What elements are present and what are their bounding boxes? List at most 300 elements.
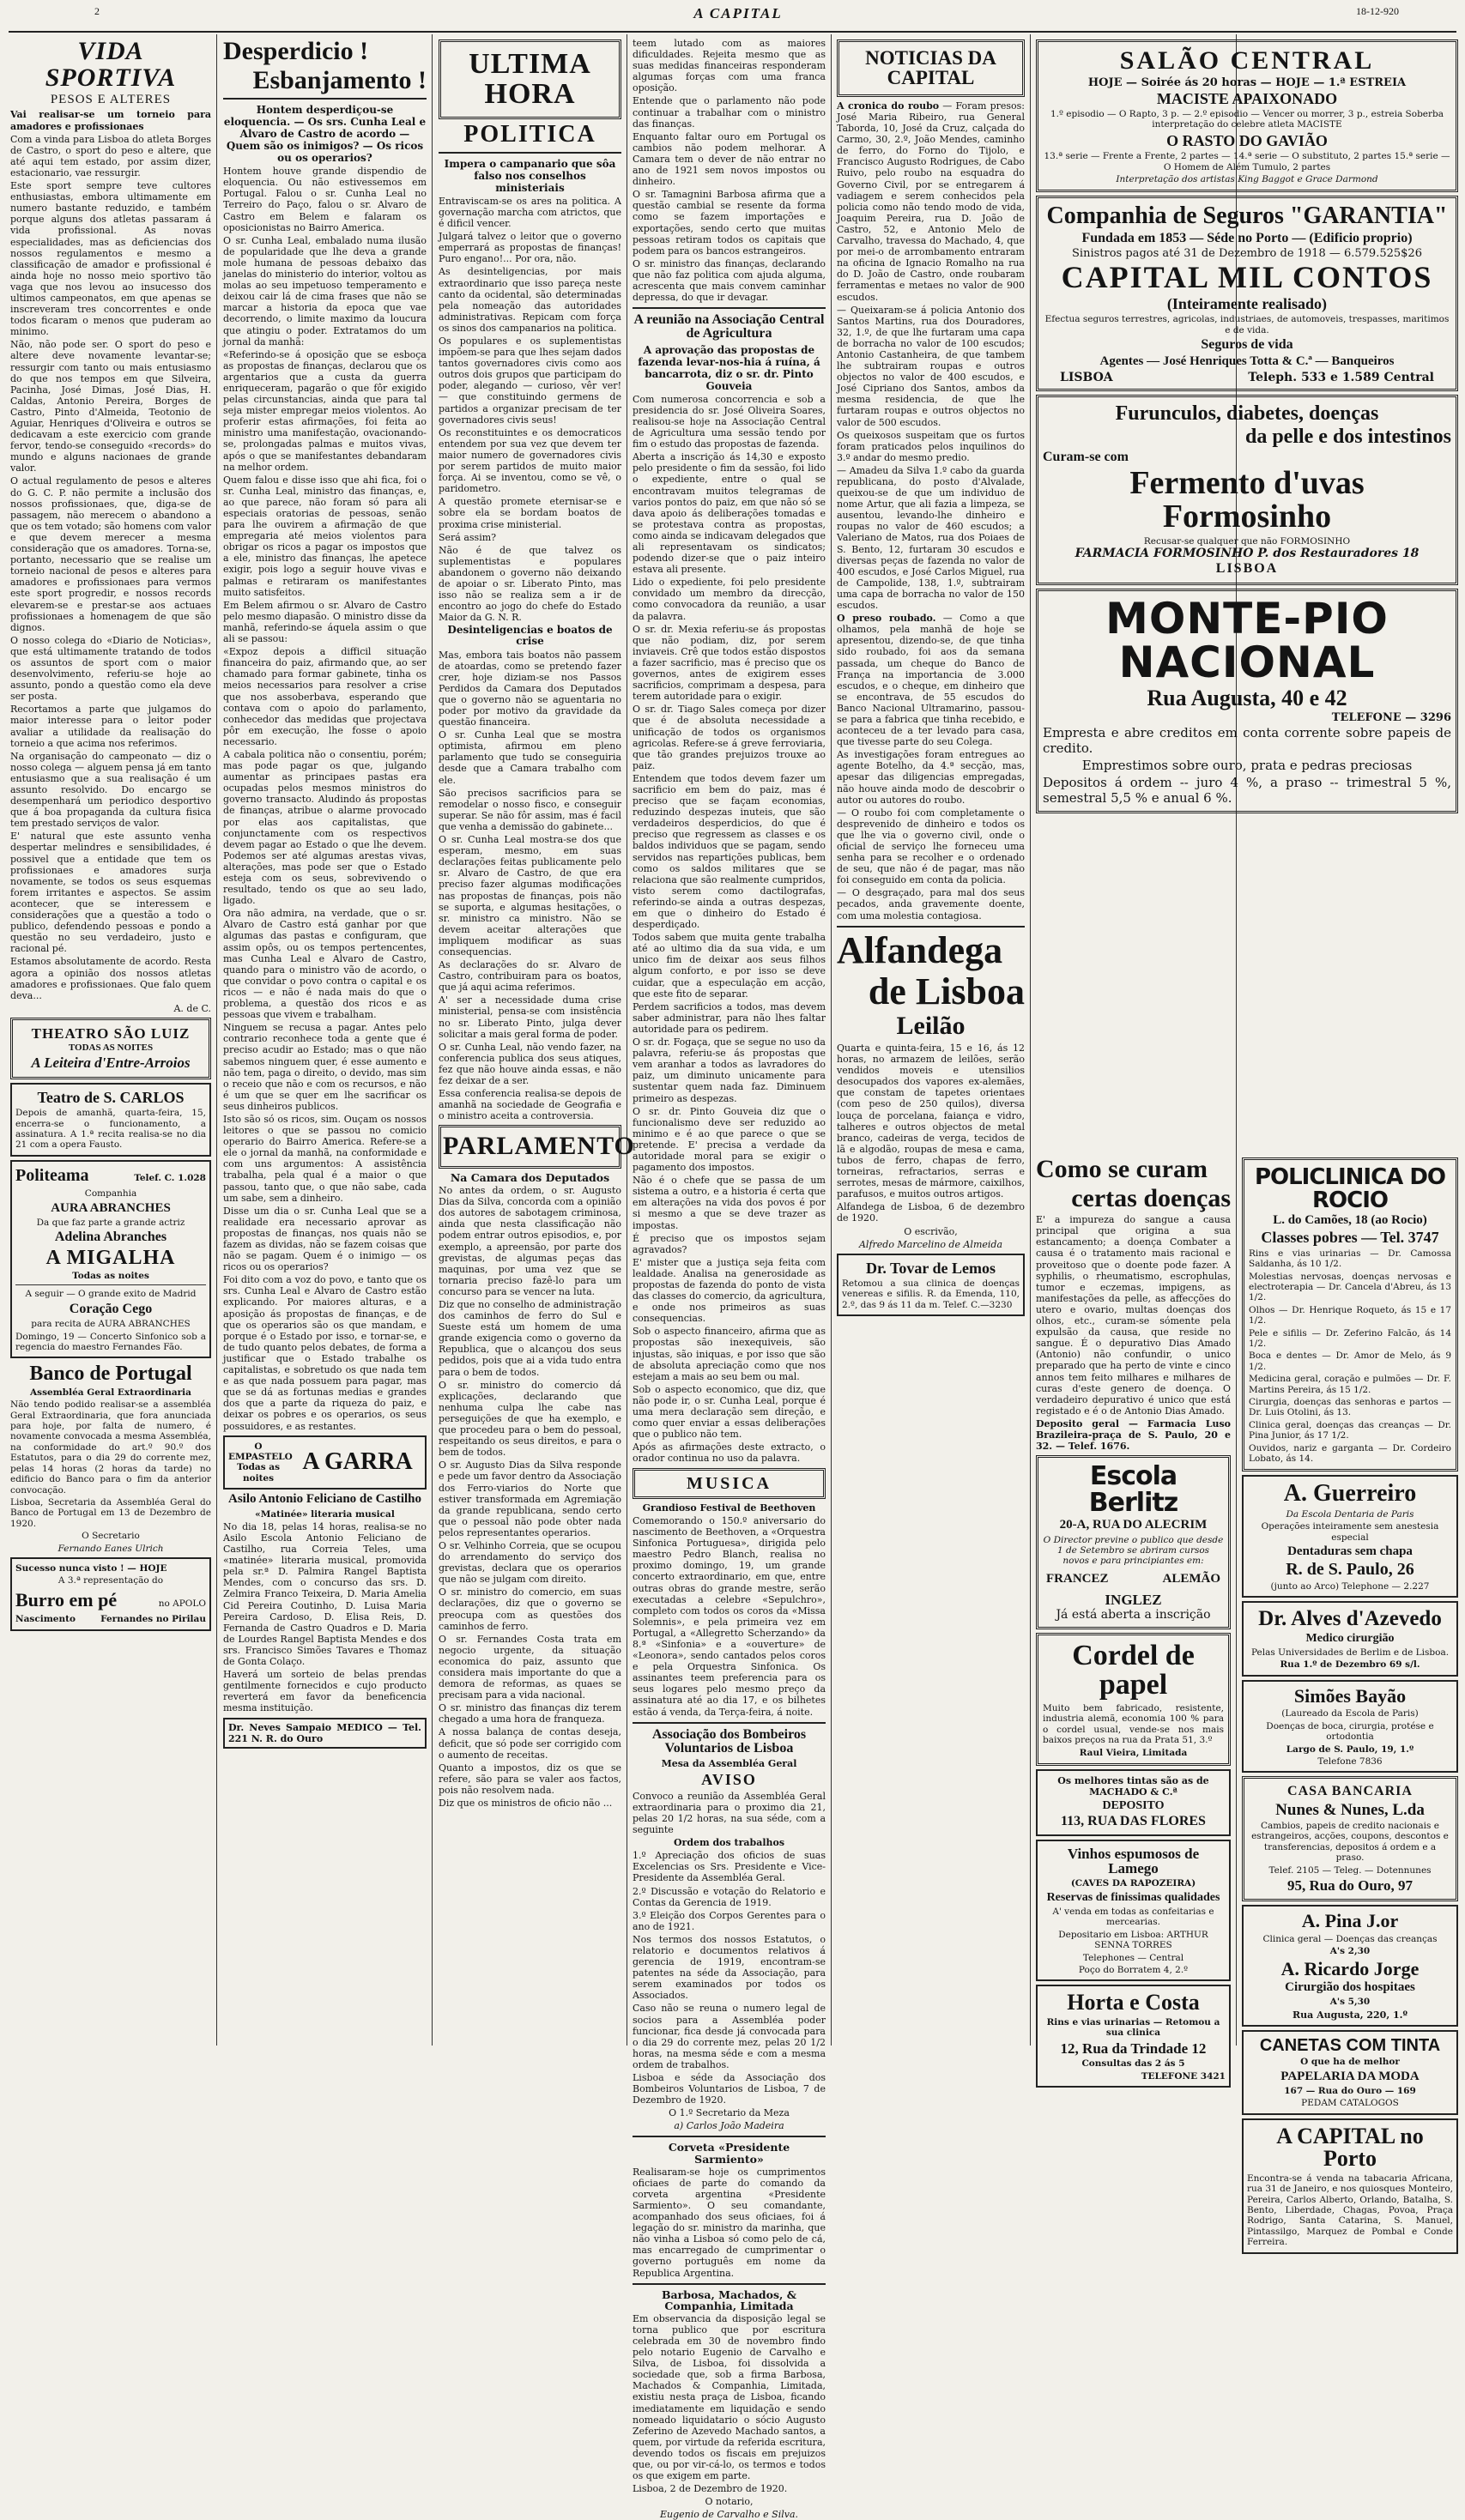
ad-text: Depositario em Lisboa: ARTHUR SENNA TORRES xyxy=(1058,1929,1208,1951)
ad-text: A's 5,30 xyxy=(1329,1997,1371,2008)
ad-a-guerreiro xyxy=(1242,1475,1458,1598)
ad-text: para recita de AURA ABRANCHES xyxy=(31,1319,191,1330)
paragraph: Perdem sacrificios a todos, mas devem saber administrar, para não lhes faltar autoridade para os pedirem. xyxy=(633,1000,826,1035)
ad-title: Simões Bayão xyxy=(1293,1684,1407,1707)
paragraph: O sr. Fernandes Costa trata em negocio urgente, da situação economica do paiz, assunto que considera mais importante do que a demora de reformas, as quaes se precisam para a vida nacional. xyxy=(439,1633,621,1701)
ad-horta-e-costa xyxy=(1036,1985,1231,2087)
paragraph: As declarações do sr. Alvaro de Castro, contribuiram para os boatos, que já aqui acima referimos. xyxy=(439,959,621,994)
masthead: A CAPITAL xyxy=(693,5,783,21)
ad-text: PAPELARIA DA MODA xyxy=(1280,2069,1420,2083)
ad-text: Clinica geral — Doenças das creanças xyxy=(1262,1933,1438,1944)
ad-text: O que ha de melhor xyxy=(1300,2057,1400,2068)
paragraph: Isto são só os ricos, sim. Ouçam os nossos leitores o que se passou no comicio operario do Bairro America. Refere-se a ele o jornal da manhã, na conformidade e com uns argumentos: A assistência trabalha, pela qual é a maior o que passou, tanto que, o que não sabe, cada um sabe, sem a dinheiro. xyxy=(223,1113,427,1204)
list-item: 3.º Eleição dos Corpos Gerentes para o ano de 1921. xyxy=(633,1909,826,1932)
paragraph: No antes da ordem, o sr. Augusto Dias da Silva, concorda com a opinião dos autores de sabotagem criminosa, ainda que nesta classificação não podem entrar outros episodios, e, por exemplo, a apreensão, por parte dos grevistas, de algumas peças das maquinas, por uma vez que se tornaria preciso fazê-lo para um concurso para se vencer na luta. xyxy=(439,1185,621,1297)
ad-text: 1.º episodio — O Rapto, 3 p. — 2.º episodio — Vencer ou morrer, 3 p., estreia Soberba interpretação do celebre atleta MACISTE xyxy=(1050,109,1444,130)
paragraph: Com a vinda para Lisboa do atleta Borges de Castro, o sport do peso e altere, que até aqui tem estado, por assim dizer, estacionario, vae ressurgir. xyxy=(10,133,211,178)
ad-cordel-de-papel xyxy=(1036,1633,1231,1766)
ad-escola-berlitz xyxy=(1036,1455,1231,1629)
ad-text: Consultas das 2 ás 5 xyxy=(1081,2058,1185,2070)
paragraph: Com numerosa concorrencia e sob a presidencia do sr. José Oliveira Soares, realisou-se hoje na Associação Central de Agricultura uma sessão tendo por fim o estudo das propostas de fazenda. xyxy=(633,393,826,450)
paragraph: As investigações foram entregues ao agente Botelho, da 4.ª secção, mas, apesar das diligencias empregadas, não houve ainda modo de descobrir o autor ou autores do roubo. xyxy=(837,749,1025,806)
ad-text: A 3.ª representação do xyxy=(58,1575,164,1586)
article-title: Desperdicio ! xyxy=(223,37,369,65)
article-lead: Vai realisar-se um torneio para amadores e profissionaes xyxy=(10,109,211,132)
notice-title: Associação dos Bombeiros Voluntarios de Lisboa xyxy=(651,1726,807,1756)
ad-text: A's 2,30 xyxy=(1329,1946,1371,1957)
ad-phone: Telefone 7836 xyxy=(1317,1756,1383,1767)
ad-address: Rua Augusta, 40 e 42 xyxy=(1147,685,1347,710)
article-subtitle: PESOS E ALTERES xyxy=(50,93,172,107)
ad-address: R. de S. Paulo, 26 xyxy=(1286,1560,1414,1580)
notice-subtitle: Assembléa Geral Extraordinaria xyxy=(30,1387,191,1398)
paragraph: O sr. Cunha Leal, não vendo fazer, na conferencia publica dos seus atiques, fez que não houve ainda essas, e não fez deixar de a ser. xyxy=(439,1041,621,1087)
section-title: ULTIMA HORA xyxy=(469,48,591,110)
paragraph: Diz que no conselho de administração dos caminhos de ferro do Sul e Sueste está um homem de uma grande exigencia como o governo da Republica, que o alcançou dos seus pedidos, pois que ai a vida tudo entra para o bem de todos. xyxy=(439,1299,621,1378)
ad-text: Fernandes no Pirilau xyxy=(100,1614,206,1625)
paragraph: Essa conferencia realisa-se depois de amanhã na sociedade de Geografia e o ministro aceita a controversia. xyxy=(439,1088,621,1122)
paragraph: O sr. Cunha Leal, embalado numa ilusão de popularidade que lhe deva a grande mole humana de pessoas debaixo das janelas do ministerio do interior, voltou as molas ao seu impetuoso temperamento e deixou cair lá de cima frases que não se marcar a historia da epoca que vae decorrendo, o limite maximo da loucura que atingiu o poder. Extratamos do um jornal da manhã: xyxy=(223,234,427,347)
ad-a-garra xyxy=(223,1435,427,1490)
paragraph: Entendem que todos devem fazer um sacrificio em bem do paiz, mas é preciso que se façam economias, reduzindo despezas inuteis, que são verdadeiros desperdicios, do que é preciso que regressem as classes e os baldos individuos que se pagam, sendo servidos nas repartições publicas, bem como os saldos militares que se relaciona que são realmente cumpridos, visto serem como dactilografas, referindo-se ainda a outras despezas, em que o dinheiro do Estado é desperdiçado. xyxy=(633,772,826,931)
ad-title: Alfandega xyxy=(837,928,1003,971)
paragraph: Aberta a inscrição ás 14,30 e exposto pelo presidente o fim da sessão, foi lido o expediente, entre o qual se encontravam muitos telegramas de varios pontos do paiz, em que não só se dava apoio ás deliberações tomadas e se protestava contra as propostas, como ainda se indicavam delegados que ali representavam os sindicatos; podendo dizer-se que o paiz inteiro estava ali presente. xyxy=(633,451,826,576)
paragraph: O sr. ministro do comercio dá explicações, declarando que nenhuma culpa lhe cabe nas perseguições de que ha exemplo, e que procedeu para o bem do pessoal, respeitando os seus direitos, e para o bem de todos. xyxy=(439,1379,621,1459)
ad-text: Seguros de vida xyxy=(1201,337,1293,353)
paragraph: Quarta e quinta-feira, 15 e 16, ás 12 horas, no armazem de leilões, serão vendidos moveis e utensilios desocupados dos vapores ex-alemães, que constam de tapetes orientaes (com peso de 250 quilos), diversa louça de porcelana, faiança e vidro, talheres e outros objectos de metal branco, cadeiras de verga, tecidos de lã e algodão, roupas de mesa e cama, tubos de ferro, chapas de ferro, torneiras, refractarios, serras e serrotes, mesas de mármore, caixilhos, parafusos, e muitos outros artigos. xyxy=(837,1042,1025,1200)
paragraph: Não é de que talvez os suplementistas e populares abandonem o governo não deixando de apoiar o sr. Liberato Pinto, mas isso não se realiza sem a ir de encontro ao jogo do chefe do Estado Maior da G. N. R. xyxy=(439,544,621,624)
paragraph: O sr. dr. Mexia referiu-se ás propostas que não podiam, diz, por serem inviaveis. Crê que todos estão dispostos a fazer sacrificio, mas é preciso que os governos, antes de exigirem esses sacrificios, comprimam a despesa, para terem autoridade para o exigir. xyxy=(633,623,826,703)
ad-text: Curam-se com xyxy=(1043,449,1129,464)
ad-dr-neves-sampaio: Dr. Neves Sampaio MEDICO — Tel. 221 N. R. do Ouro xyxy=(223,1718,427,1749)
notice-role: O 1.º Secretario da Meza xyxy=(669,2107,790,2119)
ad-salao-central xyxy=(1036,39,1458,192)
list-item: Ouvidos, nariz e garganta — Dr. Cordeiro Lobato, ás 14. xyxy=(1249,1442,1451,1464)
ad-text: (Inteiramente realisado) xyxy=(1166,295,1328,313)
ad-monte-pio-nacional xyxy=(1036,589,1458,814)
paragraph: Diz que os ministros de oficio não ... xyxy=(439,1798,613,1810)
ad-text: Todas as noites xyxy=(72,1271,149,1282)
ad-dr-tovar-de-lemos xyxy=(837,1254,1025,1317)
paragraph: E' a impureza do sangue a causa principal que origina a sua estancamento; a doença Combater a causa é o tratamento mais racional e proveitoso que o doente pode fazer. A syphilis, o rheumatismo, escrophulas, tumor e eczemas, impigens, as manifestações da pelle, as affecções do utero e ovario, multas doenças dos olhos, etc., curam-se sómente pela expulsão da causa, que reside no sangue. É o depurativo Dias Amado (Antonio) não confundir, o unico preparado que ha perto de vinte e cinco annos tem feito milhares e milhares de curas d'este genero de doença. O verdadeiro depurativo é unico que está registado e é o de Antonio Dias Amado. xyxy=(1036,1214,1231,1417)
section-title: MUSICA xyxy=(686,1473,772,1493)
ad-language: ALEMÃO xyxy=(1162,1571,1220,1586)
column-rule xyxy=(1030,34,1031,2046)
column-ads-right xyxy=(1242,1154,1458,2248)
notice-signature: Alfredo Marcelino de Almeida xyxy=(858,1238,1003,1250)
ad-title: Dr. Alves d'Azevedo xyxy=(1258,1607,1442,1631)
list-item: Boca e dentes — Dr. Amor de Melo, ás 9 1/2. xyxy=(1249,1351,1451,1372)
article-dek: Impera o campanario que sôa falso nos conselhos ministeriais xyxy=(444,157,616,194)
ad-title: A. Pina J.or xyxy=(1301,1910,1399,1932)
ad-text: Efectua seguros terrestres, agricolas, industriaes, de automoveis, trespasses, maritimos e de vida. xyxy=(1044,314,1450,335)
paragraph: Lido o expediente, foi pelo presidente convidado um membro da direcção, como convocadora da reunião, a usar da palavra. xyxy=(633,577,826,622)
paragraph: Realisaram-se hoje os cumprimentos oficiaes de parte do comando da corveta argentina «Presidente Sarmiento». O seu comandante, acompanhado dos seus oficiaes, foi á legação do sr. ministro da marinha, que não vinha a Lisboa só como pelo de cá, mas encarregado de cumprimentar o governo português em nome da Republica Argentina. xyxy=(633,2166,826,2279)
paragraph: — O desgraçado, para mal dos seus pecados, anda gravemente doente, com uma molestia contagiosa. xyxy=(837,887,1025,922)
paragraph: O sr. dr. Pinto Gouveia diz que o funcionalismo deve ser reduzido ao minimo e é ao que parece o que se pretende. E' precisa a verdade da autoridade moral para se exigir o pagamento dos impostos. xyxy=(633,1105,826,1174)
column-ads-wide xyxy=(1036,36,1458,1151)
list-item: Pele e sifilis — Dr. Zeferino Falcão, ás 14 1/2. xyxy=(1249,1327,1451,1349)
ad-text: Reservas de finissimas qualidades xyxy=(1046,1890,1220,1904)
paragraph: Quanto a impostos, diz os que se refere, são para se valer aos factos, pois não resolvem nada. xyxy=(439,1762,621,1796)
ad-simoes-bayao xyxy=(1242,1680,1458,1773)
ad-title: Nunes & Nunes, L.da xyxy=(1275,1800,1425,1819)
bank-title: Banco de Portugal xyxy=(29,1363,192,1386)
paragraph: Em observancia da disposição legal se torna publico que por escritura celebrada em 30 de novembro findo pelo notario Eugenio de Carvalho e Silva, de Lisboa, foi dissolvida a sociedade que, sob a firma Barbosa, Machados & Companhia, Limitada, existiu nesta praça de Lisboa, ficando imediatamente em liquidação e sendo nomeado liquidatario o sócio Augusto Zeferino de Azevedo Machado santos, a quem, por virtude da referida escritura, devendo todos os fiscais em prejuizos que, ou por vir-cá-lo, os termos e todos os que exigem em parte. xyxy=(633,2312,826,2482)
ad-a-capital-no-porto xyxy=(1242,2118,1458,2254)
ad-text: Sinistros pagos até 31 de Dezembro de 1918 — 6.579.525$26 xyxy=(1072,247,1422,261)
paragraph: Convoco a reunião da Assembléa Geral extraordinaria para o proximo dia 21, pelas 20 1/2 horas, na sua séde, com a seguinte xyxy=(633,1790,826,1836)
paragraph: — Queixaram-se á policia Antonio dos Santos Martins, rua dos Douradores, 32, 1.º, de que lhe furtaram uma capa de borracha no valor de 100 escudos; Antonio Castanheira, de que tambem lhe subtrairam roupas e outros objectos no valor de 400 escudos, e José Cipriano dos Santos, ambos da mesma residencia, de que lhe furtaram roupas e outros objectos no valor de 500 escudos. xyxy=(837,304,1025,428)
ad-phone: (junto ao Arco) Telephone — 2.227 xyxy=(1270,1580,1430,1592)
ad-title: Companhia de Seguros "GARANTIA" xyxy=(1046,202,1448,230)
ad-title: Escola Berlitz xyxy=(1088,1461,1178,1518)
paragraph: Deposito geral — Farmacia Luso Brazileira-praça de S. Paulo, 20 e 32. — Telef. 1676. xyxy=(1036,1417,1231,1453)
ad-text: A seguir — O grande exito de Madrid xyxy=(25,1289,197,1300)
ad-text: Empresta e abre creditos em conta corrente sobre papeis de credito. xyxy=(1043,725,1451,757)
paragraph: Mas, embora tais boatos não passem de atoardas, como se pretendo fazer crer, hoje diziam-se nos Passos Perdidos da Camara dos Deputados que o governo não se aguentaria no poder por motivo da gravidade da questão financeira. xyxy=(439,649,621,728)
ad-text: Operações inteiramente sem anestesia especial xyxy=(1261,1521,1439,1543)
paragraph: Foi dito com a voz do povo, e tanto que os srs. Cunha Leal e Alvaro de Castro estão explicando. Por maiores alturas, e a aposição ás propostas de finanças, e de que os operarios são os que mandam, e porque é o Estado por isso, e tornar-se, e de tudo quanto pelos debates, de forma a justificar que o Estado trabalhe os capitalistas, e sobretudo os que nada tem e as que nada possuem para pagar, mas que se dá as fortunas medias e grandes dos que a parte da riqueza do paiz, e deixar os pobres e os operarios, os seus possuidores, e as restantes. xyxy=(223,1274,427,1432)
column-rule xyxy=(831,34,832,2046)
notice-signature: a) Carlos João Madeira xyxy=(674,2120,784,2132)
paragraph: A questão promete eternisar-se e sobre ela se bordam boatos de proxima crise ministerial. xyxy=(439,496,621,530)
ad-text: no APOLO xyxy=(158,1598,206,1609)
paragraph: Este sport sempre teve cultores enthusiastas, embora ultimamente em numero bastante reduzido, e também porque alguns dos atletas passaram á vida profissional. As novas especialidades, mas as deficiencias dos nossos regulamentos e mesmo a classificação de amador e profissional é ainda hoje no nosso meio sportivo tão vaga que nos levou ao insucesso dos ultimos campeonatos, em que apenas se inscreveram tres concorrentes e onde todos ficaram o menos que puderam ao minimo. xyxy=(10,180,211,338)
paragraph: São precisos sacrificios para se remodelar o nosso fisco, e conseguir superar. Se não fôr assim, mas é facil que venha a demissão do gabinete... xyxy=(439,787,621,832)
column-agricultura xyxy=(633,36,826,2520)
ad-title: da pelle e dos intestinos xyxy=(1244,426,1451,449)
paragraph: Ora não admira, na verdade, que o sr. Alvaro de Castro está ganhar por que algumas das pastas e configuram, que assim opôs, ou os tempos pertencentes, mas Cunha Leal e Alvaro de Castro, quando para o ministro vão de acordo, o que convidar o povo contra o capital e os ricos — e não é nada mais do que o problema, a questão dos ricos e as pessoas que vivem e trabalham. xyxy=(223,908,427,1021)
paragraph: O sr. Tamagnini Barbosa afirma que a questão cambial se resente da forma como se fazem importações e exportações, sendo certo que muitas pessoas retiram todos os capitais que podem para os bancos estrangeiros. xyxy=(633,189,826,257)
ad-phone: TELEFONE 3421 xyxy=(1141,2070,1226,2082)
section-title: PARLAMENTO xyxy=(443,1132,635,1161)
paragraph: Os populares e os suplementistas impõem-se para que lhes sejam dados tantos governadores civis como aos outros dois grupos que participam do poder, alegando — curioso, vêr ver! — que constituindo germens de partidos a organizar precisam de ter governadores civis seus! xyxy=(439,335,621,426)
ad-canetas-com-tinta xyxy=(1242,2030,1458,2115)
ad-text: Classes pobres — Tel. 3747 xyxy=(1261,1229,1439,1247)
ad-title: CASA BANCARIA xyxy=(1287,1784,1413,1799)
paragraph: O sr. ministro do comercio, em suas declarações, diz que o governo se preocupa com as questões dos caminhos de ferro. xyxy=(439,1586,621,1632)
paragraph: E' natural que este assunto venha despertar melindres e sensibilidades, é possivel que a entidade que tem os profissionaes e amadores surja novamente, se todos os seus esquemas forem irritantes e aspectos. Se assim acontecer, que se interessem e considerações que a questão a todo o publico, defendendo pessoas e pondo a questão no seu verdadeiro, justo e racional pé. xyxy=(10,831,211,955)
paragraph: Disse um dia o sr. Cunha Leal que se a realidade era necessario aprovar as propostas de finanças, nos quais não se fazem as dividas, não se fazem coisas que não se pagam. Quem é o inimigo — os ricos ou os operarios? xyxy=(223,1205,427,1273)
ad-text: HOJE — Soirée ás 20 horas — HOJE — 1.ª ESTREIA xyxy=(1087,76,1407,89)
ad-play: A GARRA xyxy=(302,1448,413,1476)
paragraph: «Referindo-se á oposição que se esboça as propostas de finanças, declarou que os argentarios que a custa da guerra enriqueceram, pagarão o que fôr exigido pelas circunstancias, ainda que para tal seja mister empregar meios violentos. Ao proferir estas afirmações, foi feita ao ministro uma manifestação, ovacionando-se, prolongadas palmas e muitos vivas, após o que se manifestantes debandaram na melhor ordem. xyxy=(223,348,427,473)
paragraph: No dia 18, pelas 14 horas, realisa-se no Asilo Escola Antonio Feliciano de Castilho, rua Correia Teles, uma «matinée» literaria musical, promovida pela sr.ª D. Palmira Rangel Baptista Mendes, com o concurso das srs. D. Zelmira Franco Teixeira, D. Maria Amelia Cid Pereira Coutinho, D. Luisa Maria Pereira Cardoso, D. Elisa Reis, D. Fernanda de Castro Quadros e D. Maria de Lourdes Rangel Baptista Mendes e dos srs. Francisco Simões Tavares e Thomaz de Gonta Colaço. xyxy=(223,1520,427,1668)
ad-play: Coração Cego xyxy=(69,1301,153,1316)
list-item: Olhos — Dr. Henrique Roqueto, ás 15 e 17 1/2. xyxy=(1249,1304,1451,1326)
ad-dr-alves-dazevedo xyxy=(1242,1601,1458,1677)
ad-title: Cordel de papel xyxy=(1072,1639,1195,1701)
ad-text: Dentaduras sem chapa xyxy=(1287,1544,1413,1559)
ad-text: DEPOSITO xyxy=(1102,1799,1165,1813)
ad-title: certas doenças xyxy=(1071,1183,1231,1212)
header-rule xyxy=(9,31,1456,33)
paragraph: O sr. dr. Fogaça, que se segue no uso da palavra, referiu-se ás propostas que vem aranhar a todos as lavradores do paiz, um diminuto unicamente para sustentar quem nada faz. Diminuem primeiro as despezas. xyxy=(633,1036,826,1104)
paragraph: Na organisação do campeonato — diz o nosso colega — alguem pensa já em tanto entusiasmo que a sua realisação é um assunto resolvido. Do encargo se desempenhará um periodico desportivo que á boa propaganda da cultura fisica tem prestado serviços de valor. xyxy=(10,750,211,830)
paragraph: O sr. ministro das finanças diz terem chegado a uma hora de franqueza. xyxy=(439,1702,621,1725)
notice-signature: Fernando Eanes Ulrich xyxy=(58,1543,164,1554)
paragraph: Lisboa e séde da Associação dos Bombeiros Voluntarios de Lisboa, 7 de Dezembro de 1920. xyxy=(633,2072,826,2106)
list-item: Clinica geral, doenças das creanças — Dr. Pina Junior, ás 17 1/2. xyxy=(1249,1419,1451,1441)
article-title: A reunião na Associação Central de Agricultura xyxy=(633,312,825,341)
paragraph: — Como a que olhamos, pela manhã de hoje se apresentou, dizendo-se, de que tinha sido roubado, foi aos da semana passada, um cheque do Banco de França na importancia de 3.000 escudos, e o cheque, em dinheiro que se encontrava, de 55 escudos do Banco Nacional Ultramarino, passou-se para a fabrica que tinha recebido, e aconteceu de a ter levado para casa, que tivesse parte do seu Colega. xyxy=(837,613,1025,748)
ad-title: de Lisboa xyxy=(868,970,1025,1012)
ad-title: Dr. Tovar de Lemos xyxy=(865,1259,996,1277)
notice-role: O escrivão, xyxy=(904,1225,958,1237)
ad-address: 12, Rua da Trindade 12 xyxy=(1060,2040,1207,2057)
ad-text: 13.ª serie — Frente a Frente, 2 partes — 14.ª serie — O substituto, 2 partes 15.ª serie — O Homem de Além Tumulo, 2 partes xyxy=(1044,151,1450,172)
list-item: Molestias nervosas, doenças nervosas e electroterapia — Dr. Cancela d'Abreu, ás 13 1/2. xyxy=(1249,1271,1451,1303)
list-item: Cirurgia, doenças das senhoras e partos — Dr. Luis Otolini, ás 13. xyxy=(1249,1396,1451,1418)
paragraph: O nosso colega do «Diario de Noticias», que está ultimamente tratando de todos os assuntos de sport com o maior desenvolvimento, referiu-se hoje ao assunto, pondo a questão como ela deve ser posta. xyxy=(10,634,211,703)
article-title: Corveta «Presidente Sarmiento» xyxy=(668,2141,790,2166)
paragraph: O sr. Augusto Dias da Silva responde e pede um favor dentro da Associação dos Ferro-viarios do Norte que estiver transformada em Agremiação da grande republicana, sendo certo que o pessoal não pode obter nada pelos representantes operarios. xyxy=(439,1459,621,1538)
ad-address: 113, RUA DAS FLORES xyxy=(1061,1814,1206,1829)
ad-text: LISBOA xyxy=(1060,370,1113,384)
paragraph: Os queixosos suspeitam que os furtos foram praticados pelos inquilinos do 3.º andar do mesmo predio. xyxy=(837,429,1025,463)
paragraph: O sr. ministro das finanças, declarando que não faz politica com ajuda alguma, acrescenta que mais convem caminhar depressa, do que ir devagar. xyxy=(633,257,826,304)
ad-address: 20-A, RUA DO ALECRIM xyxy=(1059,1518,1208,1532)
ad-subtitle: Leilão xyxy=(896,1012,966,1041)
paragraph: A' ser a necessidade duma crise ministerial, pensa-se com insistência no sr. Liberato Pinto, julga dever solicitar a mais geral forma de poder. xyxy=(439,994,621,1040)
column-ads-left xyxy=(1036,1154,1231,2082)
paragraph: Não, não pode ser. O sport do peso e altere deve novamente levantar-se; ressurgir com tanto ou mais entusiasmo do que nos tempos em que Silveira, Pacinha, José Dimas, José Dias, H. Caldas, Antonio Pereira, Borges de Castro, Pinto d'Almeida, Teotonio de Aguiar, Henriques d'Oliveira e outros se dedicavam a este exercicio com grande fervor, tendo-se conseguido «records» do mundo e alguns nacionaes de grande valor. xyxy=(10,339,211,474)
ad-text: Interpretação dos artistas King Baggot e Grace Darmond xyxy=(1116,174,1378,185)
paragraph: Haverá um sorteio de belas prendas gentilmente fornecidos e cujo producto reverterá em favor da beneficencia mesma instituição. xyxy=(223,1669,427,1714)
ad-text: Depois de amanhã, quarta-feira, 15, encerra-se o funcionamento, a assinatura. A 1.ª recita realisa-se no dia 21 com a opera Fausto. xyxy=(15,1108,206,1151)
article-subtitle: Desinteligencias e boatos de crise xyxy=(447,624,613,648)
ad-title: A. Ricardo Jorge xyxy=(1280,1957,1420,1979)
paragraph: As desinteligencias, por mais extraordinario que isso pareça neste canto da ocidental, são determinadas pela nomeação das autoridades administrativas. Repicam com força os sinos dos campanarios na politica. xyxy=(439,266,621,334)
ad-text: Telephones — Central xyxy=(1082,1952,1184,1963)
paragraph: Hontem houve grande dispendio de eloquencia. Ou não estivessemos em Portugal. Falou o sr. Cunha Leal no Terreiro do Paço, falou o sr. Alvaro de Castro em Belem e falaram os oposicionistas no Bairro America. xyxy=(223,166,427,233)
ad-text: O EMPASTELO Todas as noites xyxy=(228,1441,293,1484)
ad-address: 167 — Rua do Ouro — 169 xyxy=(1284,2085,1416,2096)
column-sports xyxy=(10,36,211,2044)
ad-title: SALÃO CENTRAL xyxy=(1119,46,1375,75)
ad-phone: Teleph. 533 e 1.589 Central xyxy=(1248,370,1434,384)
list-item: Rins e vias urinarias — Dr. Camossa Saldanha, ás 10 1/2. xyxy=(1249,1248,1451,1270)
paragraph: Recortamos a parte que julgamos do maior interesse para o leitor poder avaliar a utilidade da realisação do torneio a que acima nos referimos. xyxy=(10,704,211,749)
paragraph-lead: A cronica do roubo xyxy=(837,100,940,112)
paragraph: O actual regulamento de pesos e alteres do G. C. P. não permite a inclusão dos nossos profissionaes, que, diga-se de passagem, não merecem o abandono a que os tem votado; são homens com valor e que devem merecer a mesma consideração que os amadores. Torna-se, portanto, necessario que se realise um torneio nacional de pesos e alteres para amadores e profissionaes para vermos este sport progredir, e nossos records elevarem-se e prestar-se aos actuaes profissionaes a homenagem de que são dignos. xyxy=(10,475,211,633)
ad-text: (CAVES DA RAPOZEIRA) xyxy=(1070,1878,1196,1889)
ad-text: Domingo, 19 — Concerto Sinfonico sob a regencia do maestro Fernandes Fão. xyxy=(15,1331,206,1352)
ad-address: Rua 1.º de Dezembro 69 s/l. xyxy=(1280,1659,1420,1671)
paragraph: — Amadeu da Silva 1.º cabo da guarda republicana, do posto d'Alvalade, queixou-se de que um individuo de nome Artur, que ali fazia a limpeza, se ausentou, levando-lhe dinheiro e roupas no valor de 460 escudos; a Valeriano de Matos, rua dos Poiaes de S. Bento, 12, furtaram 30 escudos e diversas peças de fazenda no valor de 400 escudos, e José Carlos Miguel, rua de Campolide, 138, 1.º, subtrairam uma capa de borracha no valor de 150 escudos. xyxy=(837,464,1025,612)
notice-subtitle: Mesa da Assembléa Geral xyxy=(661,1758,797,1770)
section-title: VIDA SPORTIVA xyxy=(45,37,177,92)
paragraph: — Foram presos: José Maria Ribeiro, rua General Taborda, 10, José da Cruz, calçada do Carmo, 30, 2.º, João Mendes, caminho de ferro, do Forno do Tijolo, e Francisco Augusto Rodrigues, de Cabo Ruivo, pelo roubo na esquadra do Governo Civil, por se entregarem á vadiagem e serem conhecidos pela policia como não tendo modo de vida, Joaquim Pereira, rua D. João de Castro, 52, e Antonio Melo de Carvalho, travessa do Machado, 4, que por mei-o de arrombamento entraram na oficina de Ignacio Romalho na rua do D. João de Castro, onde roubaram ferramentas e metaes no valor de 900 escudos. xyxy=(837,100,1025,303)
ad-address: 95, Rua do Ouro, 97 xyxy=(1286,1877,1414,1895)
notice-role: O Secretario xyxy=(82,1531,140,1542)
ad-text: Já está aberta a inscrição xyxy=(1056,1608,1211,1623)
list-item: 2.º Discussão e votação do Relatorio e Contas da Gerencia de 1919. xyxy=(633,1885,826,1908)
ad-title: A CAPITAL no Porto xyxy=(1276,2123,1424,2172)
ad-text: Nascimento xyxy=(15,1614,76,1625)
column-noticias xyxy=(837,36,1025,2044)
notice-role: O notario, xyxy=(705,2496,754,2508)
article-title: Asilo Antonio Feliciano de Castilho xyxy=(227,1492,422,1507)
paragraph: Ninguem se recusa a pagar. Antes pelo contrario reconhece toda a gente que é preciso acudir ao Estado; mas o que não sabemos ninguem quer, é esse aumento e não tem, paga o direito, o devido, mas sim o receio que não e com os recursos, e não é um que se quer em lhe sacrificar os seus dinheiros publicos. xyxy=(223,1022,427,1112)
paragraph: O sr. dr. Tiago Sales começa por dizer que é de absoluta necessidade a unificação de todos os organismos agricolas. Refere-se á greve ferroviaria, que tão grandes prejuizos trouxe ao paiz. xyxy=(633,704,826,771)
notice-signature: Eugenio de Carvalho e Silva. xyxy=(659,2509,798,2520)
ad-address: Poço do Borratem 4, 2.º xyxy=(1078,1965,1189,1976)
ad-name: Adelina Abranches xyxy=(54,1230,167,1245)
paragraph: Alfandega de Lisboa, 6 de dezembro de 1920. xyxy=(837,1201,1025,1224)
paragraph: Entraviscam-se os ares na politica. A governação marcha com atrictos, que é dificil vencer. xyxy=(439,195,621,230)
ad-title: THEATRO SÃO LUIZ xyxy=(31,1024,191,1042)
paragraph: Os reconstituintes e os democraticos entendem por sua vez que devem ter maior numero de governadores civis por serem partidos de muito maior força. Ai se inventou, como se vê, o paridometro. xyxy=(439,426,621,495)
paragraph: Lisboa, Secretaria da Assembléa Geral do Banco de Portugal em 13 de Dezembro de 1920. xyxy=(10,1496,211,1529)
paragraph: Nos termos dos nossos Estatutos, o relatorio e documentos relativos á gerencia de 1919, encontram-se patentes na séde da Associação, para serem examinados por todos os Associados. xyxy=(633,1933,826,2002)
ad-text: Emprestimos sobre ouro, prata e pedras preciosas xyxy=(1081,758,1413,774)
ad-text: Muito bem fabricado, resistente, industria alemã, economia 100 % para o cordel usual, vende-se nos mais baixos preços na rua da Prata 51, 3.º xyxy=(1043,1702,1224,1746)
paragraph: teem lutado com as maiores dificuldades. Rejeita mesmo que as suas medidas financeiras responderam algumas forças com uma franca oposição. xyxy=(633,38,826,94)
notice-subtitle: Ordem dos trabalhos xyxy=(673,1837,785,1849)
ad-text: A' venda em todas as confeitarias e mercearias. xyxy=(1052,1907,1214,1928)
article-subtitle: Grandioso Festival de Beethoven xyxy=(642,1502,816,1514)
column-rule xyxy=(432,34,433,2046)
ad-fermento-formosinho xyxy=(1036,395,1458,585)
ad-text: Cambios, papeis de credito nacionais e estrangeiros, acções, coupons, descontos e transferencias, depositos á ordem e a praso. xyxy=(1251,1821,1449,1864)
ad-text: Agentes — José Henriques Totta & C.ª — Banqueiros xyxy=(1099,354,1395,368)
ad-phone: Telef. 2105 — Teleg. — Dotennunes xyxy=(1268,1864,1432,1876)
ad-text: Depositos á ordem -- juro 4 %, a praso -- trimestral 5 %, semestral 5,5 % e anual 6 %. xyxy=(1043,775,1451,807)
ad-phone: Telef. C. 1.028 xyxy=(134,1172,206,1183)
ad-teatro-s-carlos xyxy=(10,1083,211,1157)
ad-text: Da Escola Dentaria de Paris xyxy=(1286,1508,1414,1520)
ad-play: Burro em pé xyxy=(15,1588,118,1611)
ad-title: Horta e Costa xyxy=(1067,1990,1200,2015)
ad-capital: CAPITAL MIL CONTOS xyxy=(1061,260,1433,295)
paragraph: O sr. Cunha Leal mostra-se dos que esperam, mesmo, em suas declarações feitas publicamente pelo sr. Alvaro de Castro, de que era preciso fazer algumas modificações nas propostas de finanças, pois não se suporta, e algumas hesitações, o sr. ministro ca ministro. Não se devem aceitar alterações que impliquem modificar as suas consequencias. xyxy=(439,834,621,958)
article-dek: Hontem desperdiçou-se eloquencia. — Os srs. Cunha Leal e Alvaro de Castro de acordo — Quem são os inimigos? — Os ricos ou os operarios? xyxy=(223,104,427,165)
ad-text: Fundada em 1853 — Séde no Porto — (Edificio proprio) xyxy=(1081,230,1413,245)
paragraph: O sr. Velhinho Correia, que se ocupou do arrendamento do serviço dos grevistas, declara que os operarios que não se julgam com direito. xyxy=(439,1539,621,1586)
ad-title: Como se curam xyxy=(1036,1155,1208,1183)
ad-product: Fermento d'uvas Formosinho xyxy=(1129,465,1365,535)
paragraph: Não tendo podido realisar-se a assembléa Geral Extraordinaria, que fora anunciada para hoje, por falta de numero, é novamente convocada a mesma Assembléa, na conformidade do art.º 90.º dos Estatutos, para o dia 29 do corrente mez, pelas 14 horas (2 horas da tarde) no edificio do Banco para o fim da anterior convocação. xyxy=(10,1399,211,1496)
ad-language: INGLEZ xyxy=(1105,1592,1162,1609)
paragraph: A cabala politica não o consentiu, porém; mas pode pagar os que, julgando aumentar as principaes pastas era ocupadas pelos mesmos ministros do governo transacto. Aludindo ás propostas de finanças, atribue o alarme provocado por elas aos capitalistas, que conjunctamente com os respectivos devem pagar ao Estado o que lhe devem. Podemos ser até algumas arestas vivas, alterações, mas pode ser que o Estado esteja com os seus, sobrevivendo o resultado, tendo os que ao seu lado, ligado. xyxy=(223,748,427,907)
ad-title: Furunculos, diabetes, doenças xyxy=(1115,402,1379,425)
ad-feature: MACISTE APAIXONADO xyxy=(1156,89,1338,107)
ad-text: PEDAM CATALOGOS xyxy=(1301,2098,1399,2109)
page-number: 2 xyxy=(94,5,100,17)
paragraph: «Expoz depois a difficil situação financeira do paiz, afirmando que, ao ser chamado para formar gabinete, tinha os meios necessarios para resolver a crise que nos assoberbava, esperando que contava com o apoio do parlamento, conhecedor das medidas que projectava pôr em execução, lhe fosse o apoio necessario. xyxy=(223,646,427,747)
column-ultima-hora xyxy=(439,36,635,2044)
ad-a-pina xyxy=(1242,1905,1458,2026)
article-dek: A aprovação das propostas de fazenda levar-nos-hia á ruína, á bancarrota, diz o sr. dr. Pinto Gouveia xyxy=(638,343,820,392)
ad-text: Encontra-se á venda na tabacaria Africana, rua 31 de Janeiro, e nos quiosques Monteiro, Pereira, Carlos Alberto, Orlando, Batalha, S. Bento, Liberdade, Chagas, Povoa, Praça Rodrigo, Santa Catarina, S. Manuel, Pintassilgo, Marquez de Pombal e Conde Ferreira. xyxy=(1247,2173,1453,2248)
notice-heading: AVISO xyxy=(701,1771,757,1789)
article-subtitle: Na Camara dos Deputados xyxy=(450,1170,610,1184)
paragraph: Lisboa, 2 de Dezembro de 1920. xyxy=(633,2483,788,2495)
ad-text: FARMACIA FORMOSINHO P. dos Restauradores 18 xyxy=(1075,547,1420,561)
article-subtitle: «Matinée» literaria musical xyxy=(255,1508,395,1520)
article-title: Esbanjamento ! xyxy=(252,65,427,94)
paragraph: A nossa balança de contas deseja, deficit, que só pode ser corrigido com o aumento de receitas. xyxy=(439,1726,621,1761)
ad-language: FRANCEZ xyxy=(1046,1571,1109,1586)
paragraph-lead: O preso roubado. xyxy=(837,613,936,625)
ad-title: Politeama xyxy=(15,1165,89,1185)
paragraph: Não é o chefe que se passa de um sistema a outro, e a historia é certa que em alterações na vida dos povos é por si mesmo a que se deve trazer as impostas. xyxy=(633,1175,826,1231)
paragraph: Sob o aspecto economico, que diz, que não pode ir, o sr. Cunha Leal, porque é uma mera declaração sem direção, e como quer enviar a essas deliberações que o publico não tem. xyxy=(633,1383,826,1441)
ad-text: TODAS AS NOITES xyxy=(68,1042,154,1054)
ad-address: Rua Augusta, 220, 1.º xyxy=(1292,2009,1407,2021)
paragraph: Comemorando o 150.º aniversario do nascimento de Beethoven, a «Orquestra Sinfonica Portuguesa», dirigida pelo maestro Pedro Blanch, realisa no proximo domingo, 19, um grande concerto extraordinario, em que, entre outras obras do grande mestre, serão executadas a celebre «Sepulchro», completo com todos os coros da «Missa Solemnis», e pela primeira vez em Portugal, a «Allegretto Scherzando» da 8.ª «Sinfonia» e a «ouverture» de «Leonora», sendo cantados pelos coros e pela Orquestra Sinfonica. Os assinantes teem preferencia para os seus logares pelo mesmo preço da assinatura até ao dia 17, e os bilhetes estão á venda, da Terça-feira, á noite. xyxy=(633,1514,826,1718)
paragraph: Será assim? xyxy=(439,531,497,543)
paragraph: E' mister que a justiça seja feita com lealdade. Analisa na generosidade as propostas de fazenda do ponto de vista das classes do comercio, da agricultura, e onde nos primeiros as suas consequencias. xyxy=(633,1256,826,1325)
ad-text: Recusar-se qualquer que não FORMOSINHO xyxy=(1143,535,1351,547)
section-title: NOTICIAS DA CAPITAL xyxy=(865,47,996,89)
paragraph: Em Belem afirmou o sr. Alvaro de Castro pelo mesmo diapasão. O ministro disse da manhã, referindo-se áquela assim o que ali se passou: xyxy=(223,599,427,645)
ad-text: O Director previne o publico que desde 1 de Setembro se abriram cursos novos e para principiantes em: xyxy=(1043,1534,1224,1567)
ad-text: Da que faz parte a grande actriz xyxy=(36,1217,185,1228)
paragraph: Julgará talvez o leitor que o governo emperrará as propostas de finanças! Puro engano!... Por ora, não. xyxy=(439,231,621,265)
ad-title: POLICLINICA DO ROCIO xyxy=(1254,1164,1446,1213)
ad-text: Cirurgião dos hospitaes xyxy=(1285,1980,1415,1995)
paragraph: O sr. Cunha Leal que se mostra optimista, afirmou em pleno parlamento que tudo se conseguiria desde que a Camara trabalho com ele. xyxy=(439,729,621,786)
column-desperdicio xyxy=(223,36,427,2044)
ad-politeama xyxy=(10,1160,211,1359)
ad-text: LISBOA xyxy=(1215,561,1279,577)
ad-text: Rins e vias urinarias — Retomou a sua clinica xyxy=(1046,2017,1220,2039)
ad-companhia-garantia xyxy=(1036,196,1458,391)
ad-play: A Leiteira d'Entre-Arroios xyxy=(31,1055,191,1072)
ad-play: A MIGALHA xyxy=(45,1246,176,1269)
paragraph: Quem falou e disse isso que ahi fica, foi o sr. Cunha Leal, ministro das finanças, e, ao que parece, não foram só para ali especiais oratorias de pessoas, senão para lhe ouvirem a afirmação de que empregaria até meios violentos para obrigar os ricos a pagar os impostos que a ele, ministro das finanças, lhe apetece exigir, pois logo a seguir houve vivas e palmas e retiraram os manifestantes muito satisfeitos. xyxy=(223,474,427,598)
ad-burro-em-pe xyxy=(10,1557,211,1631)
ad-phone: TELEFONE — 3296 xyxy=(1331,711,1451,725)
ad-feature: O RASTO DO GAVIÃO xyxy=(1166,131,1328,149)
ad-text: Companhia xyxy=(84,1188,137,1200)
list-item: 1.º Apreciação dos oficios de suas Excelencias os Srs. Presidente e Vice-Presidente da Assembléa Geral. xyxy=(633,1850,826,1884)
paragraph: — O roubo foi com completamente o desprevenido de dinheiro e todos os que lhe via o governo civil, onde o oficial de serviço lhe forneceu uma senha para se recolher e o ordenado de seu, que não é de pagar, mas não foi conseguido em conta da policia. xyxy=(837,807,1025,886)
ad-casa-bancaria xyxy=(1242,1776,1458,1901)
article-signature: A. de C. xyxy=(173,1002,211,1014)
ad-title: CANETAS COM TINTA xyxy=(1259,2035,1441,2055)
ad-text: Doenças de boca, cirurgia, protése e ortodontia xyxy=(1266,1720,1434,1743)
ad-address: Largo de S. Paulo, 19, 1.º xyxy=(1286,1743,1414,1755)
paragraph: Sob o aspecto financeiro, afirma que as propostas são inexequiveis, são injustas, são iniquas, e por isso que são de absoluta apreciação como que nos estejam a mais ao seu bem ou mal. xyxy=(633,1326,826,1382)
ad-text: Retomou a sua clinica de doenças venereas e sifilis. R. da Emenda, 110, 2.º, das 9 ás 11 da m. Telef. C.—3230 xyxy=(842,1278,1020,1310)
ad-text: Sucesso nunca visto ! — HOJE xyxy=(15,1562,167,1574)
ad-title: Teatro de S. CARLOS xyxy=(37,1088,185,1106)
paragraph: Todos sabem que muita gente trabalha até ao ultimo dia da sua vida, e um unico fim de deixar aos seus filhos algum conforto, e por isso se deve cuidar, que a especulação em acção, que este fito de separar. xyxy=(633,932,826,1000)
section-subtitle: POLITICA xyxy=(463,121,596,148)
page-date: 18-12-920 xyxy=(1356,5,1399,17)
ad-title: MONTE-PIO NACIONAL xyxy=(1105,593,1389,687)
paragraph: Enquanto faltar ouro em Portugal os cambios não podem melhorar. A Camara tem o dever de não entrar no ano de 1921 sem novos impostos ou dinheiro. xyxy=(633,130,826,188)
ad-text: Pelas Universidades de Berlim e de Lisboa. xyxy=(1250,1647,1450,1659)
notice-title: Barbosa, Machados, & Companhia, Limitada xyxy=(661,2287,796,2312)
paragraph: Estamos absolutamente de acordo. Resta agora a opinião dos nossos atletas amadores e profissionaes. Que falo quem deva... xyxy=(10,956,211,1001)
ad-policlinica-do-rocio xyxy=(1242,1157,1458,1472)
ad-vinhos-lamego xyxy=(1036,1840,1231,1982)
ad-text: (Laureado da Escola de Paris) xyxy=(1281,1708,1419,1719)
paragraph: Caso não se reuna o numero legal de socios para a Assembléa poder funcionar, fica desde já convocada para o dia 29 do corrente mez, pelas 20 1/2 horas, na mesma séde e com a mesma ordem de trabalhos. xyxy=(633,2003,826,2070)
ad-title: Os melhores tintas são as de MACHADO & C.ª xyxy=(1057,1774,1209,1798)
column-rule xyxy=(216,34,217,2046)
paragraph: Após as afirmações deste extracto, o orador continua no uso da palavra. xyxy=(633,1441,826,1465)
ad-text: Raul Vieira, Limitada xyxy=(1079,1747,1188,1758)
ad-address: L. do Camões, 18 (ao Rocio) xyxy=(1273,1213,1427,1228)
ad-teatro-sao-luiz xyxy=(10,1018,211,1079)
paragraph: Entende que o parlamento não pode continuar a trabalhar com o ministro das finanças. xyxy=(633,95,826,130)
